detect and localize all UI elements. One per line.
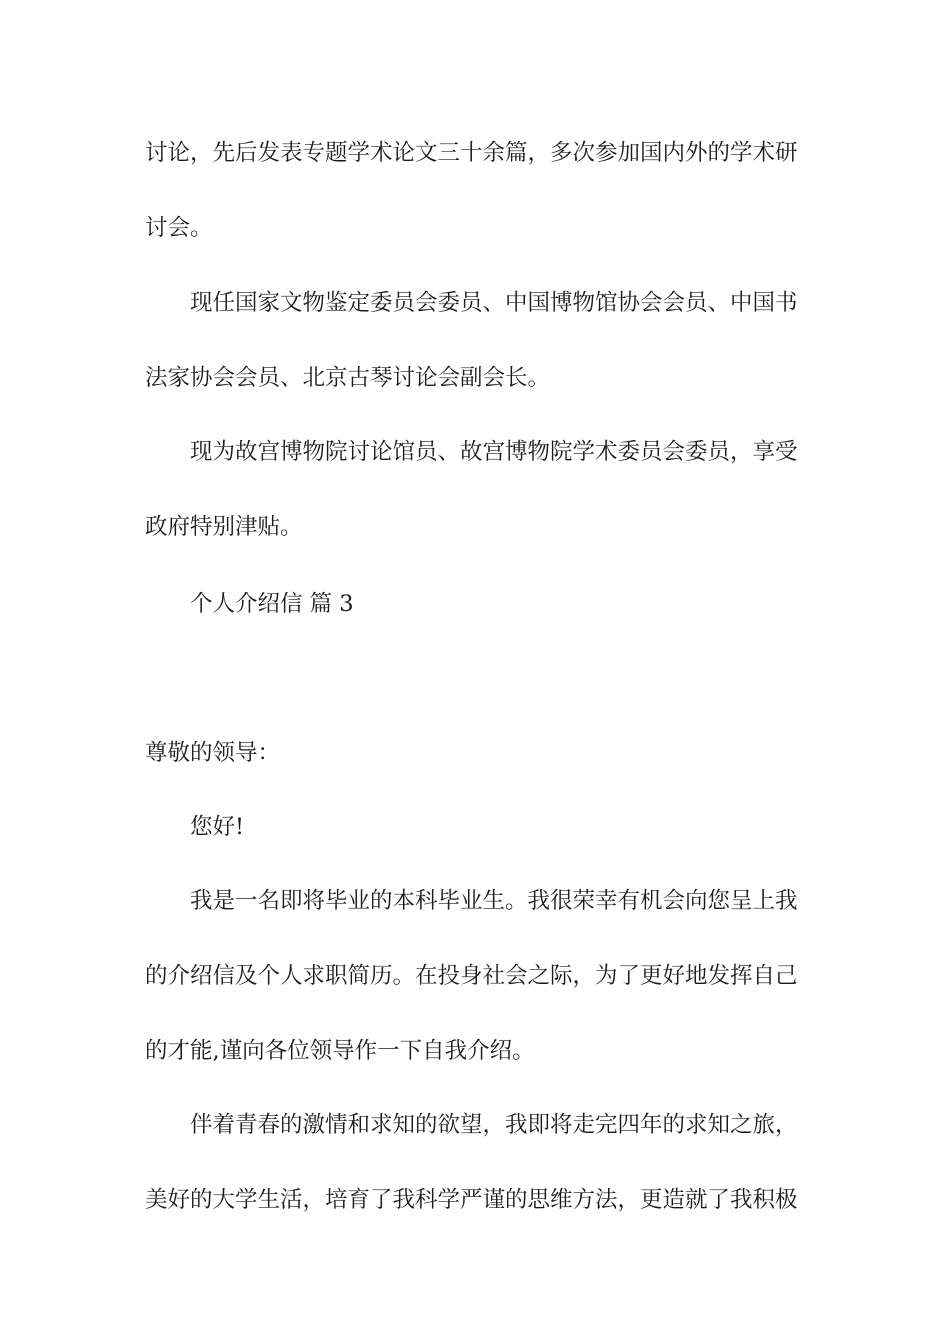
body-text-line: 的才能,谨向各位领导作一下自我介绍。 <box>145 1038 535 1064</box>
section-heading: 个人介绍信 篇 3 <box>190 591 354 617</box>
greeting: 您好! <box>190 814 245 840</box>
paragraph-first-line: 我是一名即将毕业的本科毕业生。我很荣幸有机会向您呈上我 <box>190 888 798 914</box>
salutation: 尊敬的领导： <box>145 740 281 766</box>
body-text-line: 讨会。 <box>145 215 213 241</box>
paragraph-first-line: 现为故宫博物院讨论馆员、故宫博物院学术委员会委员，享受 <box>190 439 798 465</box>
body-text-line: 的介绍信及个人求职简历。在投身社会之际，为了更好地发挥自己 <box>145 963 798 989</box>
paragraph-first-line: 伴着青春的激情和求知的欲望，我即将走完四年的求知之旅， <box>190 1112 798 1138</box>
body-text-line: 政府特别津贴。 <box>145 514 303 540</box>
body-text-line: 讨论，先后发表专题学术论文三十余篇，多次参加国内外的学术研 <box>145 140 798 166</box>
body-text-line: 美好的大学生活，培育了我科学严谨的思维方法，更造就了我积极 <box>145 1187 798 1213</box>
paragraph-first-line: 现任国家文物鉴定委员会委员、中国博物馆协会会员、中国书 <box>190 290 798 316</box>
body-text-line: 法家协会会员、北京古琴讨论会副会长。 <box>145 365 551 391</box>
